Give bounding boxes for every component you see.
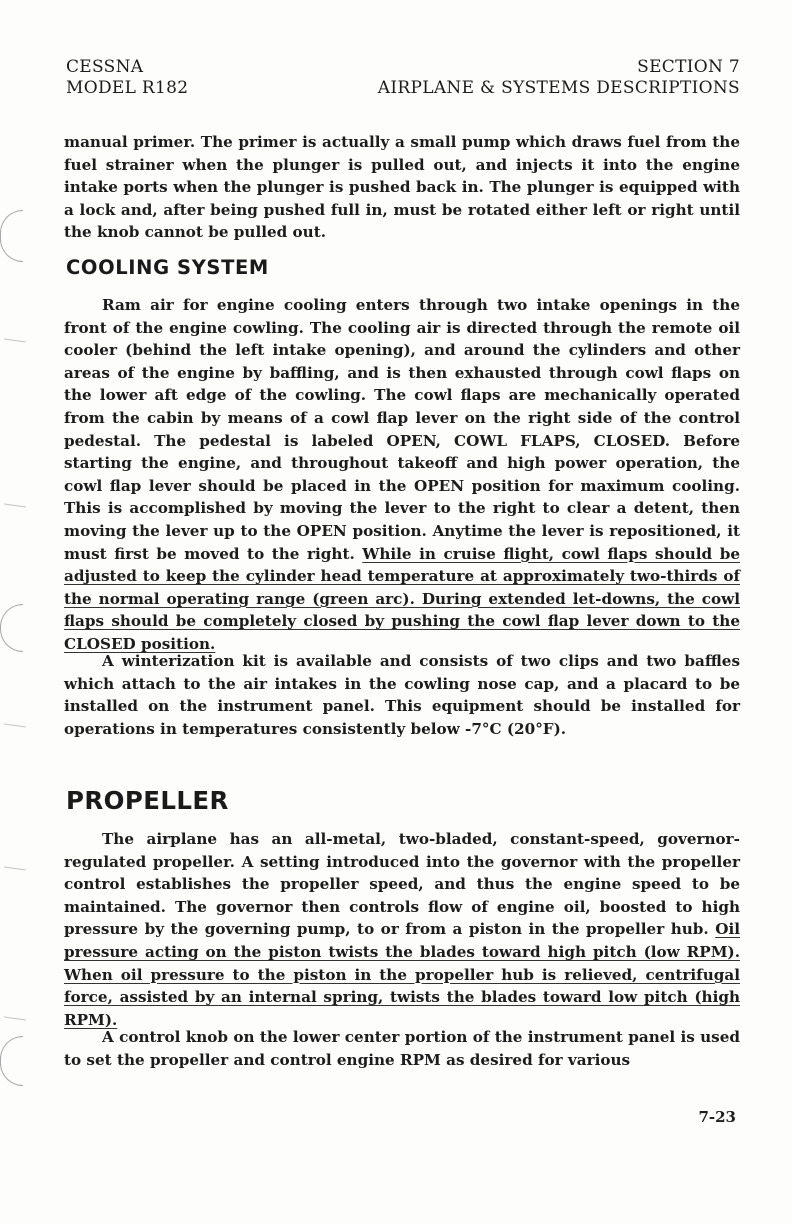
propeller-paragraph-2: A control knob on the lower center portion of the instrument panel is used to set the propeller and control engine RPM as desired for various: [64, 1028, 740, 1069]
cooling-paragraph-1: [64, 294, 740, 656]
intro-paragraph: manual primer. The primer is actually a small pump which draws fuel from the fuel strainer when the plunger is pulled out, and injects it into the engine intake ports when the plunger is pushed back in. The plunger is equipped with a lock and, after being pushed full in, must be rotated either left or right until the knob cannot be pulled out.: [64, 133, 740, 242]
propeller-paragraph-1: [64, 828, 740, 1031]
cooling-paragraph-1-underlined-text: While in cruise flight, cowl flaps should be adjusted to keep the cylinder head temperature at approximately two-thirds of the normal operating range (green arc). During extended let-downs, the cowl flaps should be completely closed by pushing the cowl flap lever down to the CLOSED position.: [64, 544, 740, 653]
margin-tick-mark: [4, 338, 26, 342]
header-manufacturer: CESSNA: [66, 57, 144, 77]
header-section-title: AIRPLANE & SYSTEMS DESCRIPTIONS: [377, 78, 740, 98]
hole-punch-mark: [0, 210, 23, 262]
header-section: SECTION 7: [637, 57, 740, 77]
hole-punch-mark: [0, 604, 23, 652]
header-model: MODEL R182: [66, 78, 189, 98]
cooling-paragraph-1-text: Ram air for engine cooling enters through two intake openings in the front of the engine cowling. The cooling air is directed through the remote oil cooler (behind the left intake opening), and around the cylinders and other areas of the engine by baffling, and is then exhausted through cowl flaps on the lower aft edge of the cowling. The cowl flaps are mechanically operated from the cabin by means of a cowl flap lever on the right side of the control pedestal. The pedestal is labeled OPEN, COWL FLAPS, CLOSED. Before starting the engine, and throughout takeoff and high power operation, the cowl flap lever should be placed in the OPEN position for maximum cooling. This is accomplished by moving the lever to the right to clear a detent, then moving the lever up to the OPEN position. Anytime the lever is repositioned, it must first be moved to the right.: [64, 296, 740, 563]
propeller-paragraph-1-text: The airplane has an all-metal, two-bladed, constant-speed, governor-regulated propeller. A setting introduced into the governor with the propeller control establishes the propeller speed, and thus the engine speed to be maintained. The governor then controls flow of engine oil, boosted to high pressure by the governing pump, to or from a piston in the propeller hub.: [64, 830, 740, 939]
margin-tick-mark: [4, 1016, 26, 1020]
page-number: 7-23: [698, 1108, 736, 1126]
margin-tick-mark: [4, 503, 26, 507]
margin-tick-mark: [4, 866, 26, 870]
margin-tick-mark: [4, 723, 26, 727]
cooling-system-heading: COOLING SYSTEM: [66, 256, 269, 279]
cooling-paragraph-2: A winterization kit is available and consists of two clips and two baffles which attach to the air intakes in the cowling nose cap, and a placard to be installed on the instrument panel. This equipment should be installed for operations in temperatures consistently below -7°C (20°F).: [64, 652, 740, 738]
propeller-paragraph-1-underlined-text: Oil pressure acting on the piston twists the blades toward high pitch (low RPM). When oil pressure to the piston in the propeller hub is relieved, centrifugal force, assisted by an internal spring, twists the blades toward low pitch (high RPM).: [64, 920, 740, 1029]
hole-punch-mark: [0, 1036, 23, 1086]
propeller-heading: PROPELLER: [66, 786, 229, 815]
